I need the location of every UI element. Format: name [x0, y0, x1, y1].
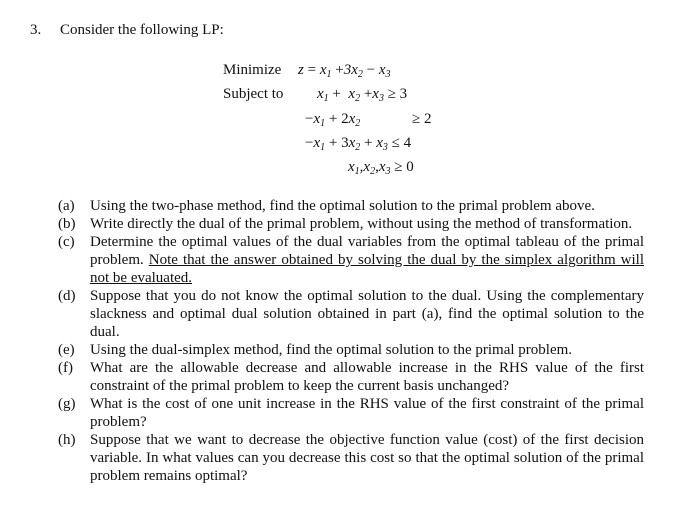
- part-text: Suppose that you do not know the optimal solution to the dual. Using the complementary slackness and optimal dual solution obtained in part (a), find the optimal solution to the dual.: [90, 288, 644, 340]
- constraint-1: $x_1 + x_2 +x_3 \ge 3$: [317, 86, 408, 104]
- part-note-underlined: Note that the answer obtained by solving the dual by the simplex algorithm will not be evaluated.: [90, 252, 644, 286]
- subject-to-label: Subject to: [223, 86, 284, 102]
- constraint-2: $-x_1 + 2x_2$: [305, 111, 361, 129]
- part-f: [58, 359, 644, 395]
- part-g: [58, 395, 644, 431]
- part-text: Determine the optimal values of the dual variables from the optimal tableau of the primal problem.: [90, 234, 644, 268]
- question-number: 3.: [30, 22, 42, 38]
- part-d: [58, 287, 644, 341]
- part-label: (e): [58, 342, 75, 358]
- part-label: (a): [58, 198, 75, 214]
- part-label: (d): [58, 288, 76, 304]
- part-a: [58, 197, 644, 215]
- part-h: [58, 431, 644, 485]
- part-text: Write directly the dual of the primal problem, without using the method of transformation.: [90, 216, 633, 232]
- constraint-2-rhs: ≥ 2: [412, 111, 432, 127]
- part-text: Using the two-phase method, find the optimal solution to the primal problem above.: [90, 198, 595, 214]
- part-text: Suppose that we want to decrease the objective function value (cost) of the first decision variable. In what values can you decrease this cost so that the optimal solution of the primal problem remains optimal?: [90, 432, 644, 484]
- nonnegativity-constraint: $x_1,x_2,x_3 \ge 0$: [348, 159, 414, 177]
- objective-function: $z = x_1 +3x_2 - x_3$: [298, 62, 391, 80]
- part-label: (c): [58, 234, 75, 250]
- part-label: (h): [58, 432, 76, 448]
- part-label: (b): [58, 216, 76, 232]
- part-text: What are the allowable decrease and allowable increase in the RHS value of the first constraint of the primal problem to keep the current basis unchanged?: [90, 360, 644, 394]
- part-text: What is the cost of one unit increase in the RHS value of the first constraint of the primal problem?: [90, 396, 644, 430]
- part-text-container: [90, 233, 644, 287]
- part-b: [58, 215, 644, 233]
- question-title: Consider the following LP:: [60, 22, 224, 38]
- constraint-3: $-x_1 + 3x_2 + x_3 \le 4$: [305, 135, 412, 153]
- part-label: (f): [58, 360, 73, 376]
- part-label: (g): [58, 396, 76, 412]
- minimize-label: Minimize: [223, 62, 282, 78]
- part-text: Using the dual-simplex method, find the optimal solution to the primal problem.: [90, 342, 573, 358]
- part-c: [58, 233, 644, 287]
- part-e: [58, 341, 644, 359]
- question-parts: [58, 197, 644, 485]
